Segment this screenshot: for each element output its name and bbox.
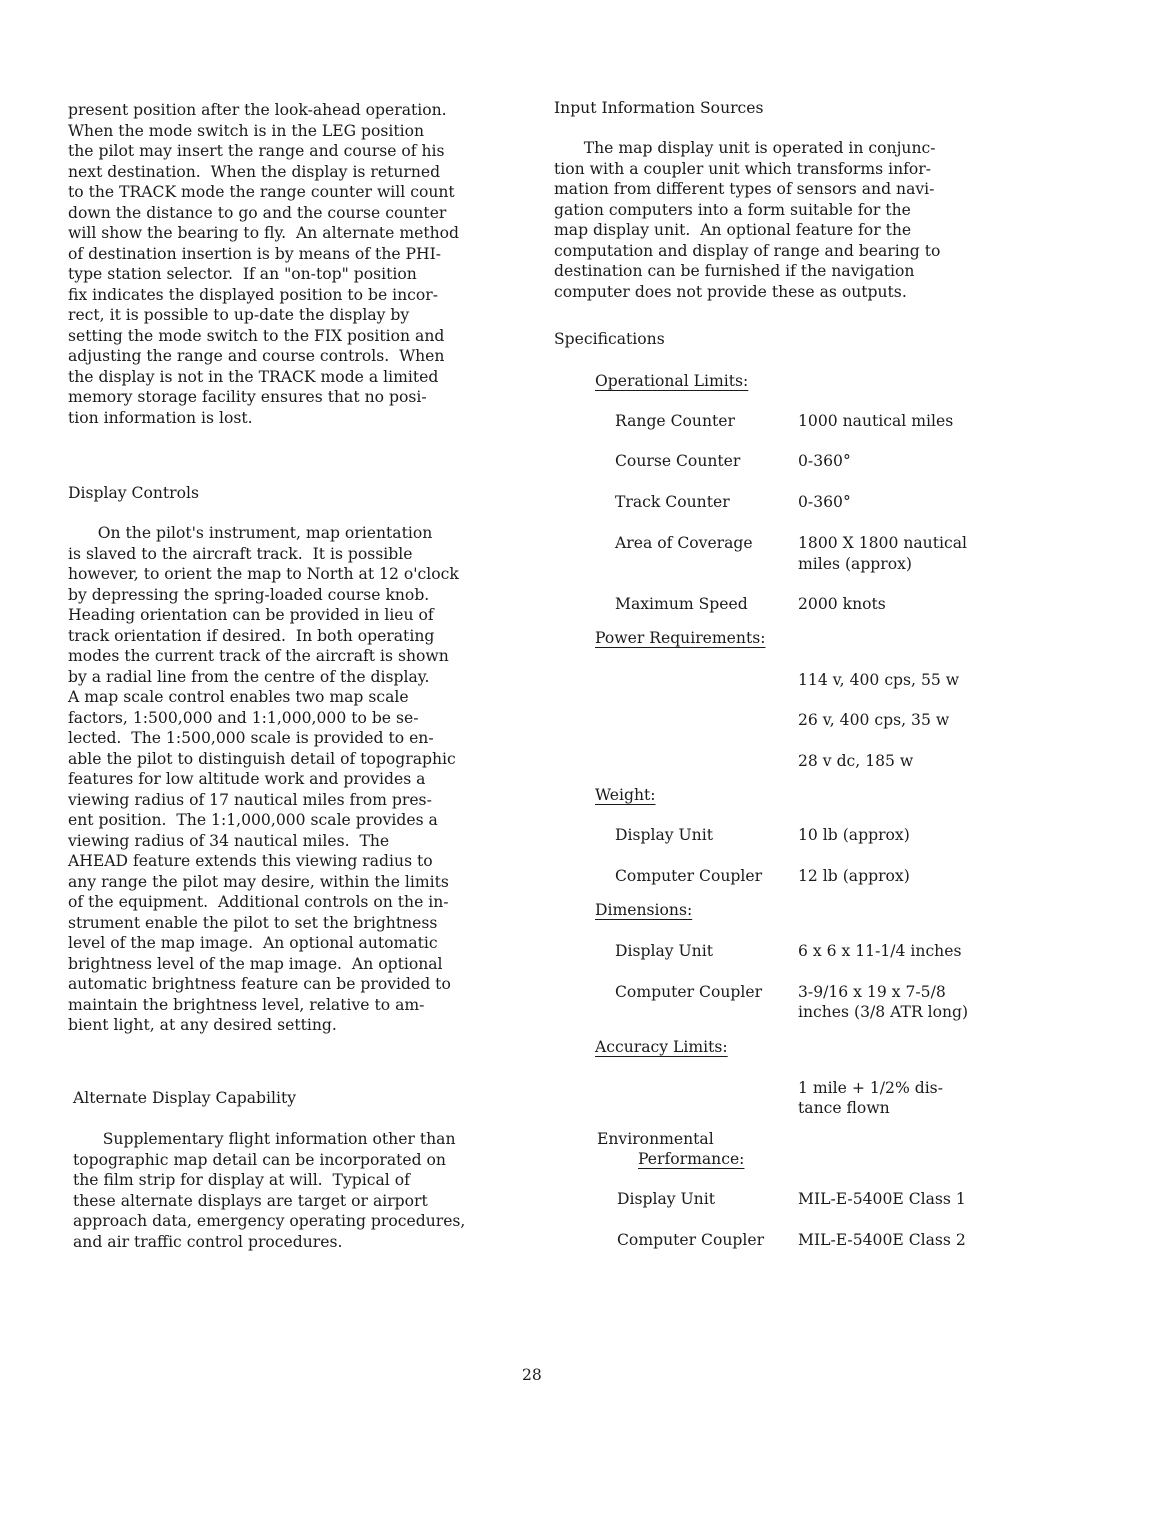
text-line: When the mode switch is in the LEG position [68, 121, 425, 140]
text-line: bient light, at any desired setting. [68, 1016, 337, 1034]
spec-value: inches (3/8 ATR long) [798, 1003, 969, 1021]
text-line: the film strip for display at will. Typical of [73, 1171, 410, 1189]
spec-value: 1 mile + 1/2% dis- [798, 1079, 943, 1097]
text-line: computation and display of range and bearing to [554, 241, 941, 260]
text-line: modes the current track of the aircraft is shown [68, 647, 449, 665]
text-line: by a radial line from the centre of the display. [68, 667, 430, 686]
text-line: lected. The 1:500,000 scale is provided to en- [68, 729, 434, 747]
text-line: A map scale control enables two map scale [68, 688, 409, 706]
spec-label: Course Counter [615, 452, 741, 470]
spec-value: MIL-E-5400E Class 2 [798, 1231, 966, 1249]
paragraph-input-sources [554, 138, 940, 302]
text-line: factors, 1:500,000 and 1:1,000,000 to be se- [68, 708, 419, 727]
spec-label: Display Unit [615, 826, 713, 844]
spec-section-environmental: Environmental [597, 1130, 714, 1148]
heading-input-sources: Input Information Sources [554, 99, 764, 117]
spec-label: Area of Coverage [615, 534, 753, 552]
text-line: of the equipment. Additional controls on the in- [68, 893, 449, 911]
text-line: by depressing the spring-loaded course knob. [68, 585, 430, 604]
text-line: any range the pilot may desire, within the limits [68, 872, 449, 891]
heading-specifications: Specifications [554, 330, 665, 348]
text-line: ent position. The 1:1,000,000 scale provides a [68, 811, 438, 829]
spec-label: Track Counter [615, 493, 730, 511]
spec-value: MIL-E-5400E Class 1 [798, 1190, 966, 1208]
text-line: brightness level of the map image. An optional [68, 954, 443, 973]
text-line: setting the mode switch to the FIX position and [68, 326, 445, 345]
text-line: track orientation if desired. In both operating [68, 626, 435, 645]
spec-value: 12 lb (approx) [798, 867, 910, 885]
text-line: features for low altitude work and provides a [68, 770, 426, 788]
text-line: down the distance to go and the course counter [68, 203, 447, 222]
text-line: and air traffic control procedures. [73, 1232, 343, 1251]
text-line: the display is not in the TRACK mode a limited [68, 367, 439, 386]
text-line: maintain the brightness level, relative to am- [68, 995, 425, 1014]
spec-section-power: Power Requirements: [595, 629, 766, 647]
heading-alternate-display: Alternate Display Capability [73, 1089, 297, 1107]
text-line: gation computers into a form suitable for the [554, 200, 911, 219]
spec-label: Computer Coupler [617, 1231, 765, 1249]
text-line: computer does not provide these as outputs. [554, 282, 907, 301]
text-line: however, to orient the map to North at 12 o'clock [68, 565, 459, 583]
spec-value: 1800 X 1800 nautical [798, 534, 967, 552]
spec-section-weight: Weight: [595, 786, 656, 804]
spec-value: 26 v, 400 cps, 35 w [798, 711, 950, 729]
spec-label: Maximum Speed [615, 595, 748, 613]
text-line: strument enable the pilot to set the brightness [68, 913, 438, 932]
text-line: approach data, emergency operating procedures, [73, 1212, 466, 1230]
text-line: topographic map detail can be incorporated on [73, 1150, 446, 1169]
spec-section-operational-limits: Operational Limits: [595, 372, 749, 390]
spec-section-accuracy: Accuracy Limits: [595, 1038, 728, 1056]
text-line: destination can be furnished if the navigation [554, 262, 915, 280]
text-line: able the pilot to distinguish detail of topographic [68, 749, 456, 768]
spec-section-performance: Performance: [638, 1150, 745, 1168]
spec-value: 0-360° [798, 452, 851, 470]
spec-value: 28 v dc, 185 w [798, 752, 914, 770]
spec-value: 0-360° [798, 493, 851, 511]
heading-display-controls: Display Controls [68, 484, 199, 502]
paragraph-display-controls [68, 523, 459, 1036]
text-line: is slaved to the aircraft track. It is possible [68, 544, 413, 563]
text-line: present position after the look-ahead operation. [68, 101, 447, 119]
text-line: On the pilot's instrument, map orientation [68, 524, 433, 542]
text-line: automatic brightness feature can be provided to [68, 975, 451, 993]
text-line: rect, it is possible to up-date the display by [68, 306, 410, 324]
paragraph-alternate-display [73, 1129, 465, 1252]
text-line: AHEAD feature extends this viewing radius to [68, 852, 433, 870]
spec-value: 10 lb (approx) [798, 826, 910, 844]
text-line: level of the map image. An optional automatic [68, 934, 438, 952]
text-line: Supplementary flight information other than [73, 1130, 456, 1148]
spec-label: Computer Coupler [615, 983, 763, 1001]
text-line: tion with a coupler unit which transforms infor- [554, 159, 932, 178]
page-number: 28 [522, 1366, 542, 1384]
text-line: next destination. When the display is returned [68, 162, 441, 181]
spec-value: 2000 knots [798, 595, 886, 613]
spec-section-dimensions: Dimensions: [595, 901, 693, 919]
spec-label: Range Counter [615, 412, 735, 430]
spec-value: miles (approx) [798, 555, 913, 573]
text-line: type station selector. If an "on-top" position [68, 265, 417, 283]
text-line: of destination insertion is by means of the PHI- [68, 244, 442, 263]
text-line: to the TRACK mode the range counter will count [68, 183, 455, 201]
text-line: map display unit. An optional feature for the [554, 221, 912, 239]
text-line: adjusting the range and course controls. When [68, 347, 445, 365]
spec-value: tance flown [798, 1099, 890, 1117]
text-line: Heading orientation can be provided in lieu of [68, 606, 434, 624]
spec-value: 1000 nautical miles [798, 412, 954, 430]
text-line: these alternate displays are target or airport [73, 1191, 428, 1210]
text-line: the pilot may insert the range and course of his [68, 142, 445, 160]
text-line: mation from different types of sensors and navi- [554, 180, 935, 198]
text-line: The map display unit is operated in conjunc- [554, 139, 936, 157]
text-line: will show the bearing to fly. An alternate method [68, 224, 460, 242]
spec-value: 6 x 6 x 11-1/4 inches [798, 942, 962, 960]
text-line: viewing radius of 17 nautical miles from pres- [68, 790, 432, 809]
spec-label: Display Unit [615, 942, 713, 960]
spec-value: 114 v, 400 cps, 55 w [798, 671, 960, 689]
spec-label: Display Unit [617, 1190, 715, 1208]
text-line: tion information is lost. [68, 408, 253, 427]
paragraph-position-update [68, 100, 459, 428]
spec-value: 3-9/16 x 19 x 7-5/8 [798, 983, 946, 1001]
spec-label: Computer Coupler [615, 867, 763, 885]
text-line: fix indicates the displayed position to be incor- [68, 285, 439, 304]
text-line: memory storage facility ensures that no posi- [68, 388, 427, 406]
text-line: viewing radius of 34 nautical miles. The [68, 831, 390, 850]
